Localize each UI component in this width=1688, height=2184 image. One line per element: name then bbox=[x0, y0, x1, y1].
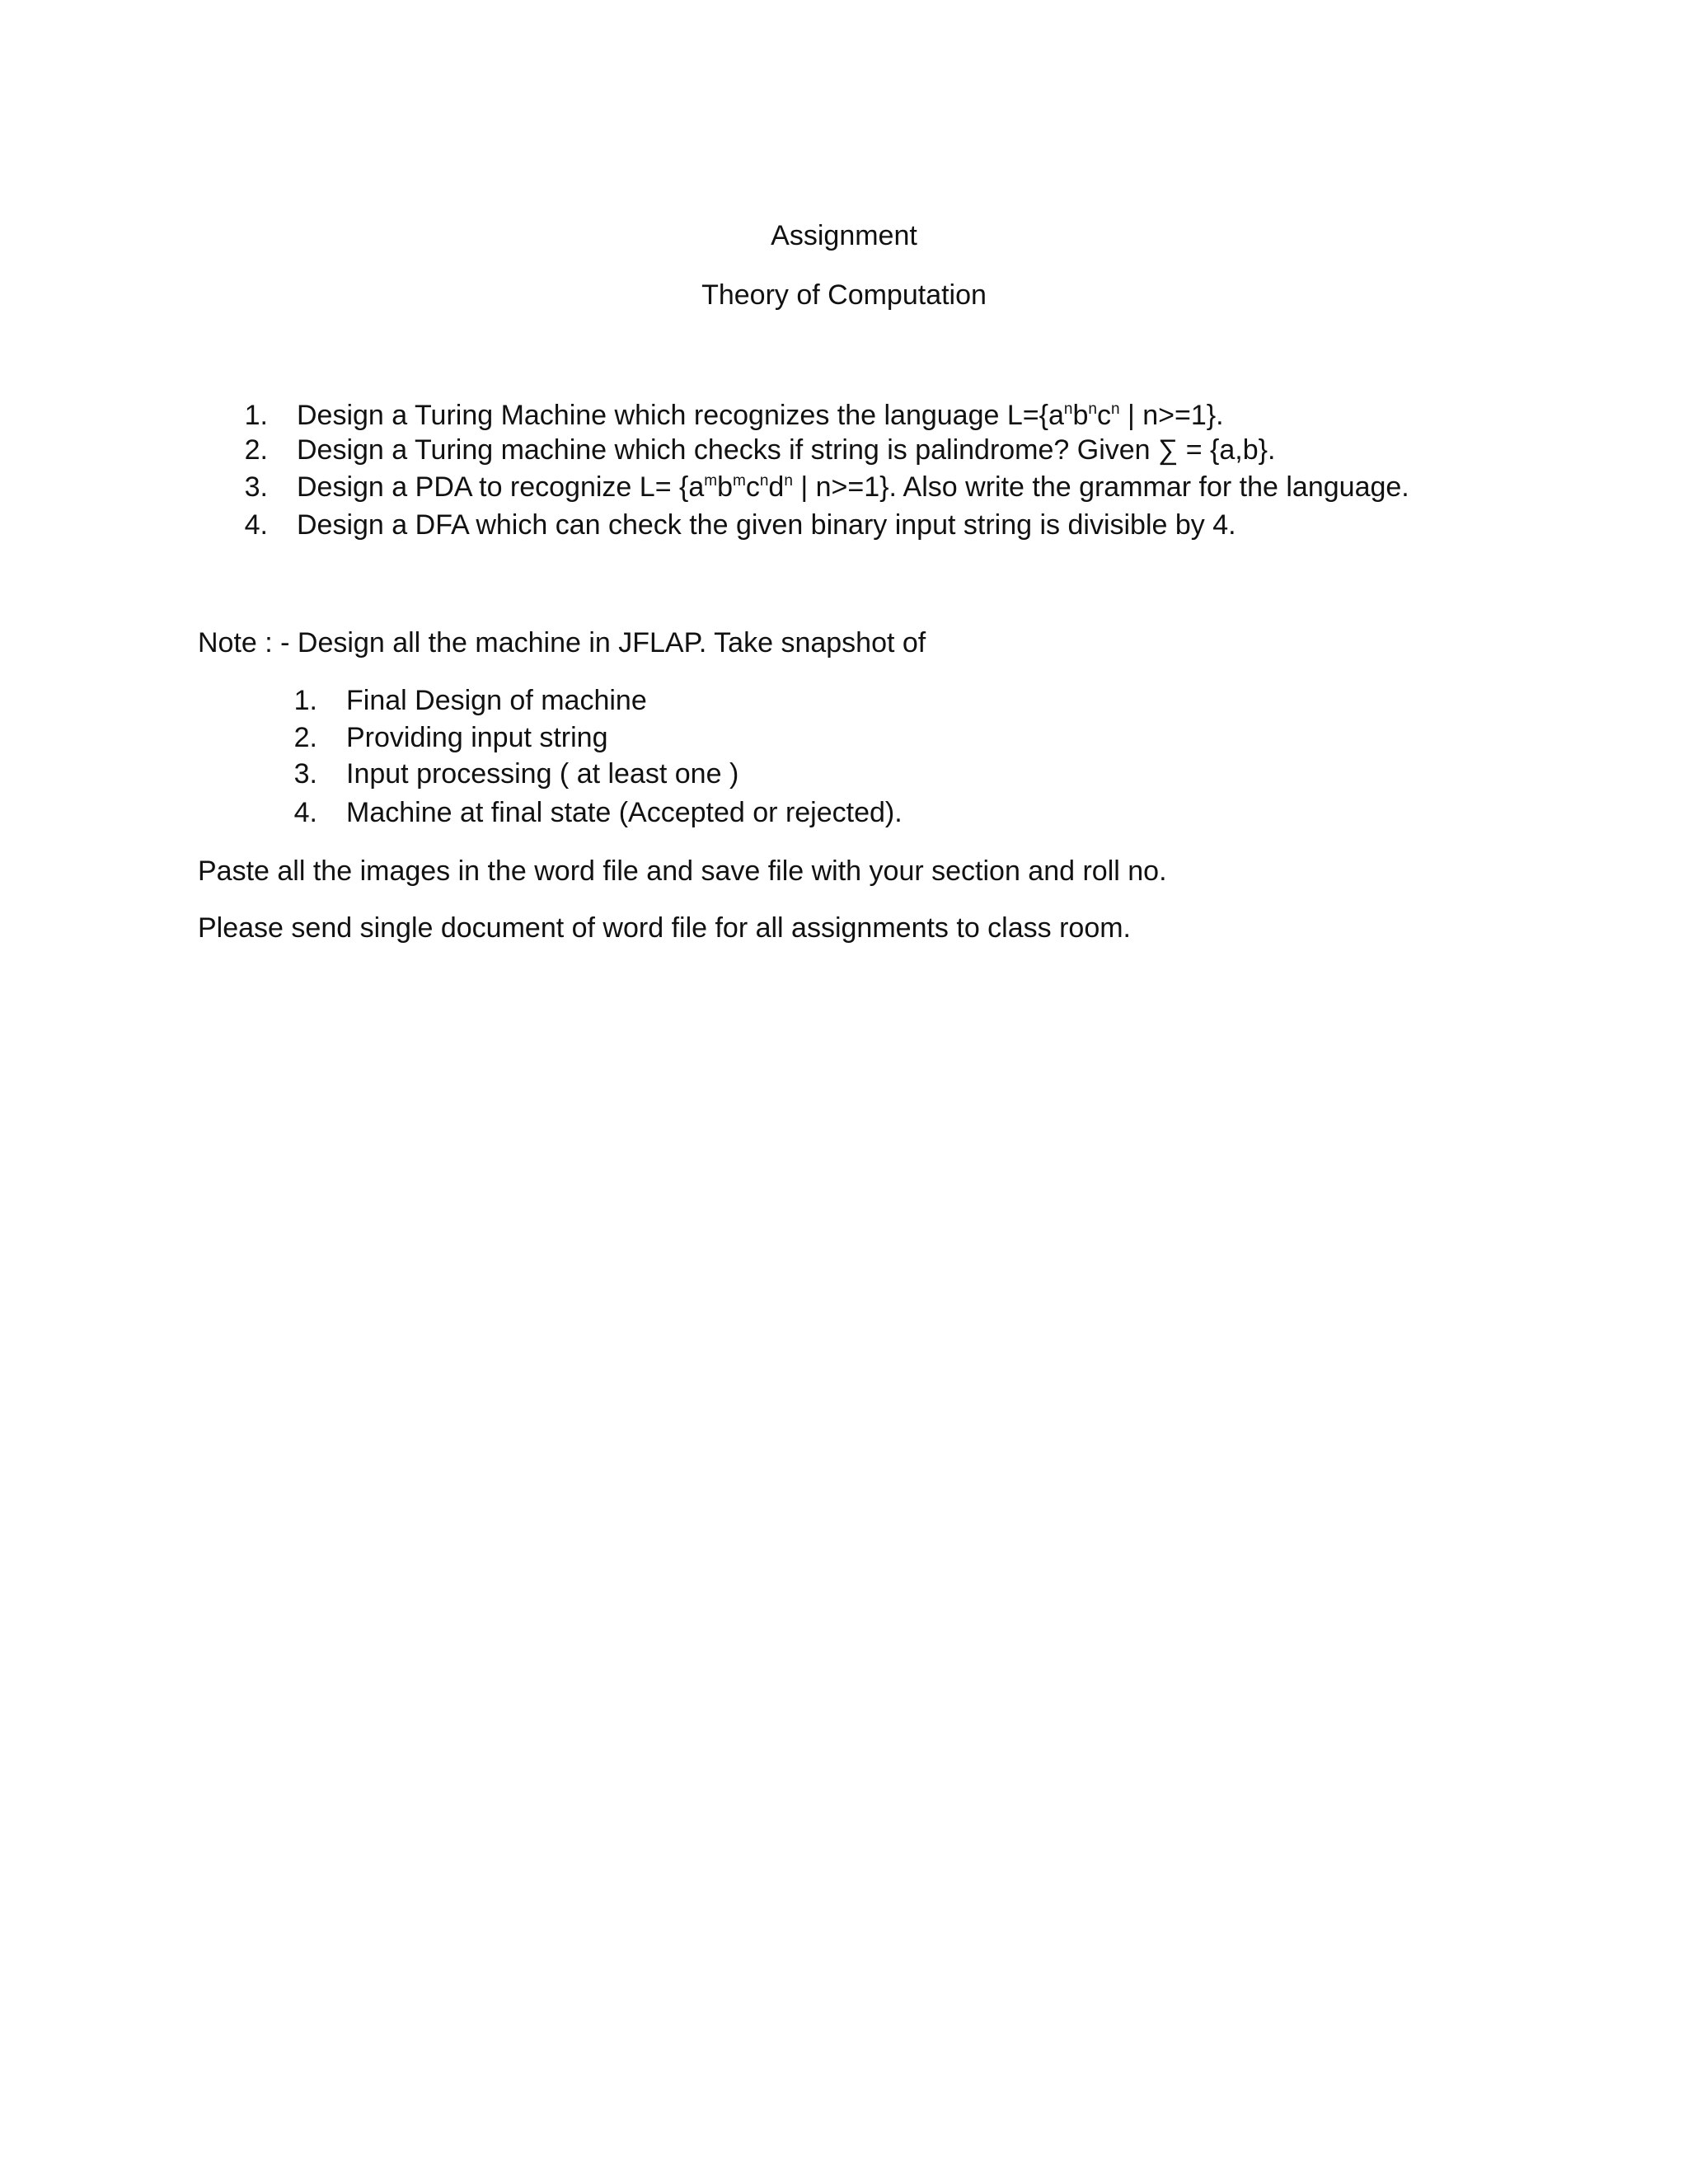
note-item-text: Final Design of machine bbox=[346, 685, 647, 716]
question-number: 4. bbox=[244, 509, 268, 541]
question-1-text: Design a Turing Machine which recognizes the language $L=\{a^nb^nc^n$ | n>=1}. bbox=[297, 400, 1224, 431]
paste-instruction: Paste all the images in the word file and save file with your section and roll no. bbox=[198, 855, 1167, 887]
document-subtitle: Theory of Computation bbox=[701, 279, 987, 311]
note-item-number: 1. bbox=[293, 685, 317, 716]
question-4-text: Design a DFA which can check the given binary input string is divisible by 4. bbox=[297, 509, 1236, 541]
note-label: Note : - Design all the machine in JFLAP. Take snapshot of bbox=[198, 627, 926, 658]
question-number: 2. bbox=[244, 434, 268, 466]
question-number: 3. bbox=[244, 471, 268, 503]
question-number: 1. bbox=[244, 400, 268, 431]
send-instruction: Please send single document of word file for all assignments to class room. bbox=[198, 912, 1131, 944]
note-item-text: Providing input string bbox=[346, 722, 608, 753]
question-3-text: Design a PDA to recognize $L= \{a^mb^mc^nd^n$ | n>=1}. Also write the grammar for the language. bbox=[297, 471, 1409, 503]
document-title: Assignment bbox=[771, 220, 917, 251]
note-item-number: 3. bbox=[293, 758, 317, 790]
note-item-number: 4. bbox=[293, 797, 317, 828]
note-item-text: Machine at final state (Accepted or rejected). bbox=[346, 797, 903, 828]
note-item-text: Input processing ( at least one ) bbox=[346, 758, 739, 790]
note-item-number: 2. bbox=[293, 722, 317, 753]
question-2-text: Design a Turing machine which checks if string is palindrome? Given ∑ = {a,b}. bbox=[297, 434, 1276, 466]
